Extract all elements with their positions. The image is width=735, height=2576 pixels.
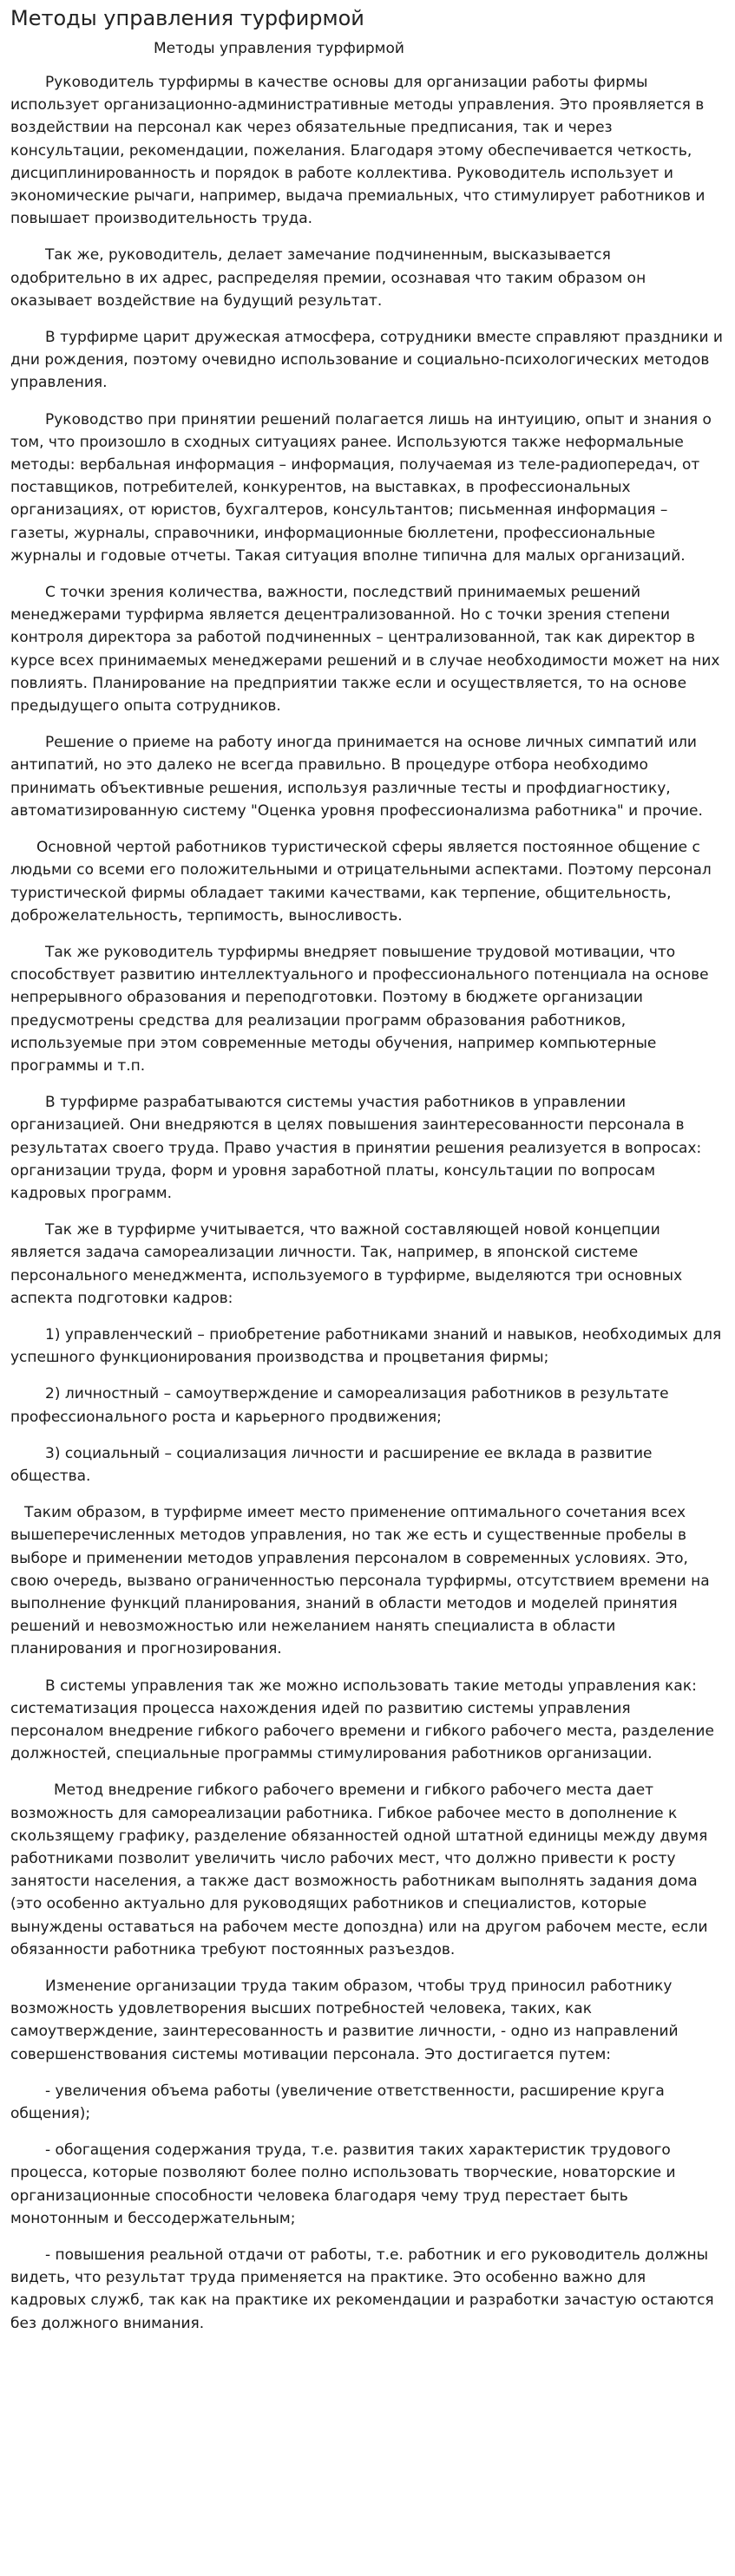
list-item-work-impact: - повышения реальной отдачи от работы, т.е. работник и его руководитель должны видеть, что результат труда применяется на практике. Это особенно важно для кадровых служб, так как на практике их рекомендации и разработки зачастую остаются без должного внимания.: [10, 2246, 714, 2332]
paragraph-new-methods: В системы управления так же можно использовать такие методы управления как: систематизация процесса нахождения идей по развитию системы управления персоналом внедрение гибкого рабочего времени и гибкого рабочего места, разделение должностей, специальные программы стимулирования работников организации.: [10, 1677, 714, 1763]
list-item-work-enrichment: - обогащения содержания труда, т.е. развития таких характеристик трудового процесса, которые позволяют более полно использовать творческие, новаторские и организационные способности человека благодаря чему труд перестает быть монотонным и бессодержательным;: [10, 2141, 676, 2227]
paragraph-participation: В турфирме разрабатываются системы участия работников в управлении организацией. Они внедряются в целях повышения заинтересованности персонала в результатах своего труда. Право участия в принятии решения реализуется в вопросах: организации труда, форм и уровня заработной платы, консультации по вопросам кадровых программ.: [10, 1094, 702, 1202]
paragraph-atmosphere: В турфирме царит дружеская атмосфера, сотрудники вместе справляют праздники и дни рождения, поэтому очевидно использование и социально-психологических методов управления.: [10, 329, 723, 392]
paragraph-motivation: Так же руководитель турфирмы внедряет повышение трудовой мотивации, что способствует развитию интеллектуального и профессионального потенциала на основе непрерывного образования и переподготовки. Поэтому в бюджете организации предусмотрены средства для реализации программ образования работников, используемые при этом современные методы обучения, например компьютерные программы и т.п.: [10, 943, 709, 1075]
paragraph-decentralization: С точки зрения количества, важности, последствий принимаемых решений менеджерами турфирма является децентрализованной. Но с точки зрения степени контроля директора за работой подчиненных – централизованной, так как директор в курсе всех принимаемых менеджерами решений и в случае необходимости может на них повлиять. Планирование на предприятии также если и осуществляется, то на основе предыдущего опыта сотрудников.: [10, 584, 720, 716]
list-item-personal: 2) личностный – самоутверждение и самореализация работников в результате профессионального роста и карьерного продвижения;: [10, 1385, 669, 1426]
page-title: Методы управления турфирмой: [10, 6, 364, 30]
paragraph-staff-traits: Основной чертой работников туристической сферы является постоянное общение с людьми со всеми его положительными и отрицательными аспектами. Поэтому персонал туристической фирмы обладает такими качествами, как терпение, общительность, доброжелательность, терпимость, выносливость.: [10, 839, 712, 925]
list-item-work-volume: - увеличения объема работы (увеличение ответственности, расширение круга общения);: [10, 2082, 665, 2123]
paragraph-decision-making: Руководство при принятии решений полагается лишь на интуицию, опыт и знания о том, что произошло в сходных ситуациях ранее. Используются также неформальные методы: вербальная информация – информация, получаемая из теле-радиопередач, от поставщиков, потребителей, конкурентов, на выставках, в профессиональных организациях, от юристов, бухгалтеров, консультантов; письменная информация – газеты, журналы, справочники, информационные бюллетени, профессиональные журналы и годовые отчеты. Такая ситуация вполне типична для малых организаций.: [10, 410, 712, 565]
paragraph-feedback: Так же, руководитель, делает замечание подчиненным, высказывается одобрительно в их адрес, распределяя премии, осознавая что таким образом он оказывает воздействие на будущий результат.: [10, 246, 646, 310]
paragraph-conclusion: Таким образом, в турфирме имеет место применение оптимального сочетания всех вышеперечисленных методов управления, но так же есть и существенные пробелы в выборе и применении методов управления персоналом в современных условиях. Это, свою очередь, вызвано ограниченностью персонала турфирмы, отсутствием времени на выполнение функций планирования, знаний в области методов и моделей принятия решений и невозможностью или нежеланием нанять специалиста в области планирования и прогнозирования.: [10, 1504, 710, 1658]
paragraph-work-organization: Изменение организации труда таким образом, чтобы труд приносил работнику возможность удовлетворения высших потребностей человека, таких, как самоутверждение, заинтересованность и развитие личности, - одно из направлений совершенствования системы мотивации персонала. Это достигается путем:: [10, 1978, 679, 2063]
document-subtitle: Методы управления турфирмой: [154, 40, 404, 57]
paragraph-self-realization: Так же в турфирме учитывается, что важной составляющей новой концепции является задача самореализации личности. Так, например, в японской системе персонального менеджмента, используемого в турфирме, выделяются три основных аспекта подготовки кадров:: [10, 1221, 683, 1307]
list-item-social: 3) социальный – социализация личности и расширение ее вклада в развитие общества.: [10, 1444, 653, 1485]
paragraph-admin-methods: Руководитель турфирмы в качестве основы для организации работы фирмы использует организационно-административные методы управления. Это проявляется в воздействии на персонал как через обязательные предписания, так и через консультации, рекомендации, пожелания. Благодаря этому обеспечивается четкость, дисциплинированность и порядок в работе коллектива. Руководитель использует и экономические рычаги, например, выдача премиальных, что стимулирует работников и повышает производительность труда.: [10, 74, 705, 228]
paragraph-hiring: Решение о приеме на работу иногда принимается на основе личных симпатий или антипатий, но это далеко не всегда правильно. В процедуре отбора необходимо принимать объективные решения, используя различные тесты и профдиагностику, автоматизированную систему "Оценка уровня профессионализма работника" и прочие.: [10, 734, 703, 820]
list-item-managerial: 1) управленческий – приобретение работниками знаний и навыков, необходимых для успешного функционирования производства и процветания фирмы;: [10, 1325, 722, 1367]
paragraph-flexible-work: Метод внедрение гибкого рабочего времени и гибкого рабочего места дает возможность для самореализации работника. Гибкое рабочее место в дополнение к скользящему графику, разделение обязанностей одной штатной единицы между двумя работниками позволит увеличить число рабочих мест, что должно привести к росту занятости населения, а также даст возможность работникам выполнять задания дома (это особенно актуально для руководящих работников и специалистов, которые вынуждены оставаться на рабочем месте допоздна) или на другом рабочем месте, если обязанности работника требуют постоянных разъездов.: [10, 1782, 708, 1958]
